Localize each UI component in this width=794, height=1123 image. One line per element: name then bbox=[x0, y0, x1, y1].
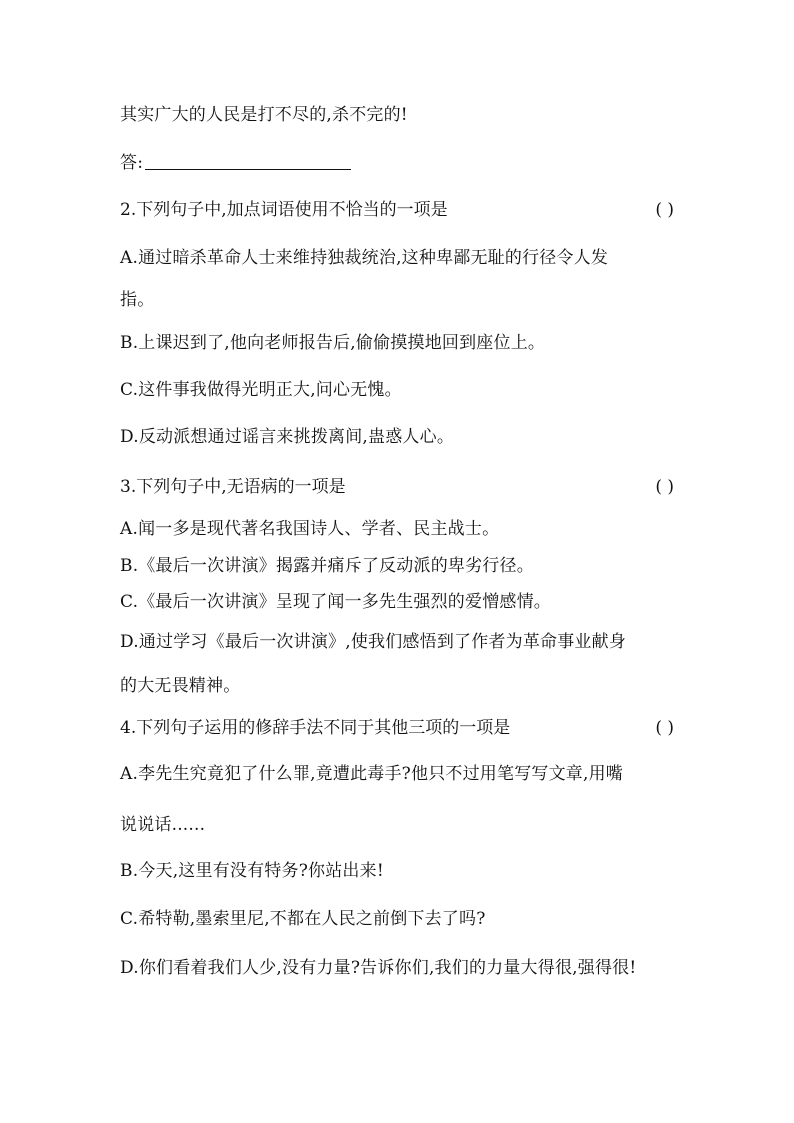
question-3-option-c: C.《最后一次讲演》呈现了闻一多先生强烈的爱憎感情。 bbox=[120, 592, 552, 612]
question-2-stem: 2.下列句子中,加点词语使用不恰当的一项是 bbox=[120, 200, 448, 220]
question-3-option-b: B.《最后一次讲演》揭露并痛斥了反动派的卑劣行径。 bbox=[120, 556, 534, 576]
question-4-option-c: C.希特勒,墨索里尼,不都在人民之前倒下去了吗? bbox=[120, 909, 486, 929]
question-4-option-a-cont: 说说话...... bbox=[120, 815, 206, 835]
question-4-option-a: A.李先生究竟犯了什么罪,竟遭此毒手?他只不过用笔写写文章,用嘴 bbox=[120, 764, 624, 784]
question-3-option-d-cont: 的大无畏精神。 bbox=[120, 676, 241, 696]
question-2-stem-row bbox=[120, 198, 674, 222]
question-4-answer-bracket[interactable]: ( ) bbox=[655, 718, 674, 738]
question-2-option-b: B.上课迟到了,他向老师报告后,偷偷摸摸地回到座位上。 bbox=[120, 333, 546, 353]
question-3-option-d: D.通过学习《最后一次讲演》,使我们感悟到了作者为革命事业献身 bbox=[120, 632, 627, 652]
intro-sentence: 其实广大的人民是打不尽的,杀不完的! bbox=[120, 105, 408, 125]
answer-blank[interactable] bbox=[145, 151, 351, 170]
question-2-option-a: A.通过暗杀革命人士来维持独裁统治,这种卑鄙无耻的行径令人发 bbox=[120, 248, 609, 268]
question-3-stem: 3.下列句子中,无语病的一项是 bbox=[120, 477, 346, 497]
answer-label: 答: bbox=[120, 153, 144, 173]
answer-row bbox=[120, 151, 351, 175]
question-4-stem: 4.下列句子运用的修辞手法不同于其他三项的一项是 bbox=[120, 718, 511, 738]
question-4-option-d: D.你们看着我们人少,没有力量?告诉你们,我们的力量大得很,强得很! bbox=[120, 958, 637, 978]
question-3-stem-row bbox=[120, 475, 674, 499]
question-2-answer-bracket[interactable]: ( ) bbox=[655, 200, 674, 220]
question-2-option-d: D.反动派想通过谣言来挑拨离间,蛊惑人心。 bbox=[120, 427, 455, 447]
question-2-option-a-cont: 指。 bbox=[120, 290, 155, 310]
question-4-option-b: B.今天,这里有没有特务?你站出来! bbox=[120, 861, 384, 881]
question-4-stem-row bbox=[120, 716, 674, 740]
question-3-option-a: A.闻一多是现代著名我国诗人、学者、民主战士。 bbox=[120, 519, 500, 539]
question-2-option-c: C.这件事我做得光明正大,问心无愧。 bbox=[120, 380, 402, 400]
question-3-answer-bracket[interactable]: ( ) bbox=[655, 477, 674, 497]
